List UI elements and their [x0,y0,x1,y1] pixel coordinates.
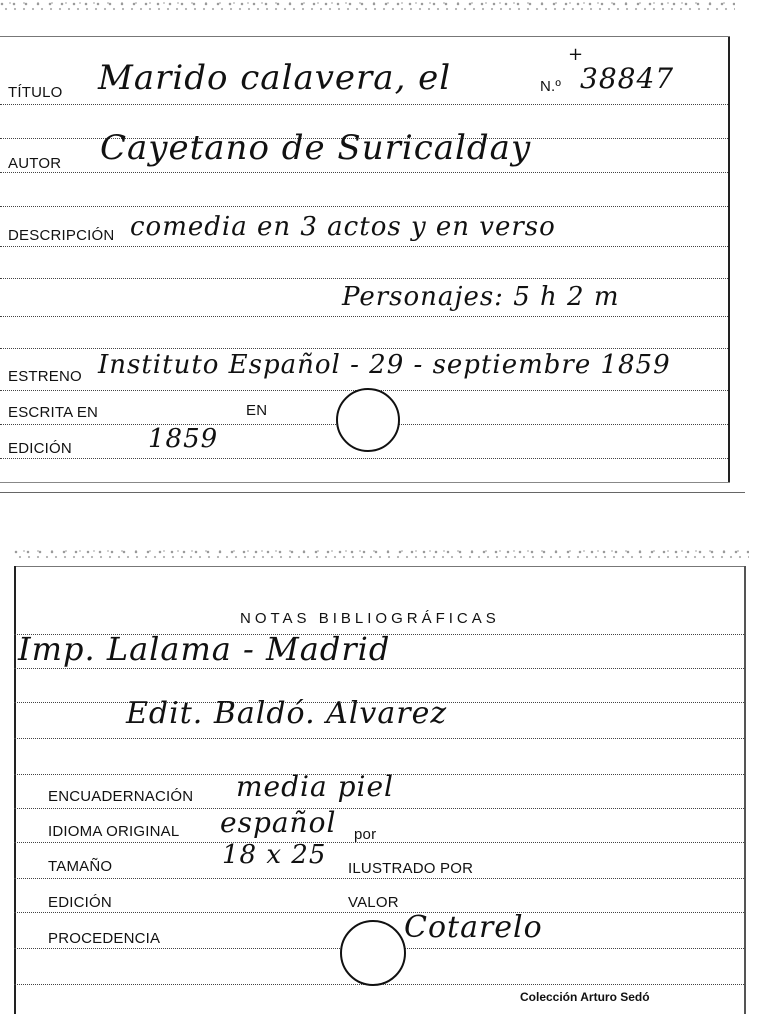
card-top-edge [14,548,749,562]
numero-value: 38847 [580,62,675,95]
idioma-label: IDIOMA ORIGINAL [48,823,180,840]
card-bottom-border [0,482,730,483]
notas-heading: NOTAS BIBLIOGRÁFICAS [240,610,500,627]
card-separator [0,492,745,493]
ruled-line [14,668,744,669]
valor-label: VALOR [348,894,399,911]
procedencia-value: Cotarelo [404,910,543,945]
edicion-label-back: EDICIÓN [48,894,112,911]
ruled-line [14,738,744,739]
ruled-line [14,912,744,913]
encuadernacion-label: ENCUADERNACIÓN [48,788,194,805]
por-label: por [354,826,377,843]
card-right-border [744,566,746,1014]
catalog-card-back [14,548,749,1020]
personajes-value: Personajes: 5 h 2 m [342,282,620,312]
titulo-label: TÍTULO [8,84,63,101]
ruled-line [14,808,744,809]
note-line-1: Imp. Lalama - Madrid [18,630,391,668]
procedencia-label: PROCEDENCIA [48,930,161,947]
ruled-line [14,842,744,843]
numero-mark: + [568,44,585,65]
ruled-line [0,348,728,349]
ruled-line [0,316,728,317]
estreno-value: Instituto Español - 29 - septiembre 1859 [98,350,671,380]
edicion-label: EDICIÓN [8,440,72,457]
en-label: EN [246,402,268,419]
card-right-border [728,36,730,482]
ruled-line [0,458,728,459]
ruled-line [0,104,728,105]
stamp-circle [336,388,400,452]
encuadernacion-value: media piel [236,770,394,803]
descripcion-label: DESCRIPCIÓN [8,227,115,244]
stamp-circle [340,920,406,986]
escrita-label: ESCRITA EN [8,404,99,421]
catalog-card-front [0,0,735,490]
tamano-label: TAMAÑO [48,858,113,875]
descripcion-value: comedia en 3 actos y en verso [130,212,556,242]
tamano-value: 18 x 25 [222,840,327,870]
ruled-line [0,172,728,173]
autor-value: Cayetano de Suricalday [100,128,532,168]
collection-credit: Colección Arturo Sedó [520,990,650,1004]
numero-label: N.º [540,78,562,95]
card-top-border [14,566,745,567]
note-line-2: Edit. Baldó. Alvarez [126,696,448,731]
ruled-line [0,278,728,279]
ruled-line [0,246,728,247]
autor-label: AUTOR [8,155,62,172]
titulo-value: Marido calavera, el [98,58,452,98]
estreno-label: ESTRENO [8,368,82,385]
ruled-line [14,878,744,879]
card-top-edge [0,0,735,14]
ruled-line [0,206,728,207]
edicion-value: 1859 [148,424,219,454]
idioma-value: español [220,806,337,839]
card-top-border [0,36,730,37]
ilustrado-label: ILUSTRADO POR [348,860,474,877]
